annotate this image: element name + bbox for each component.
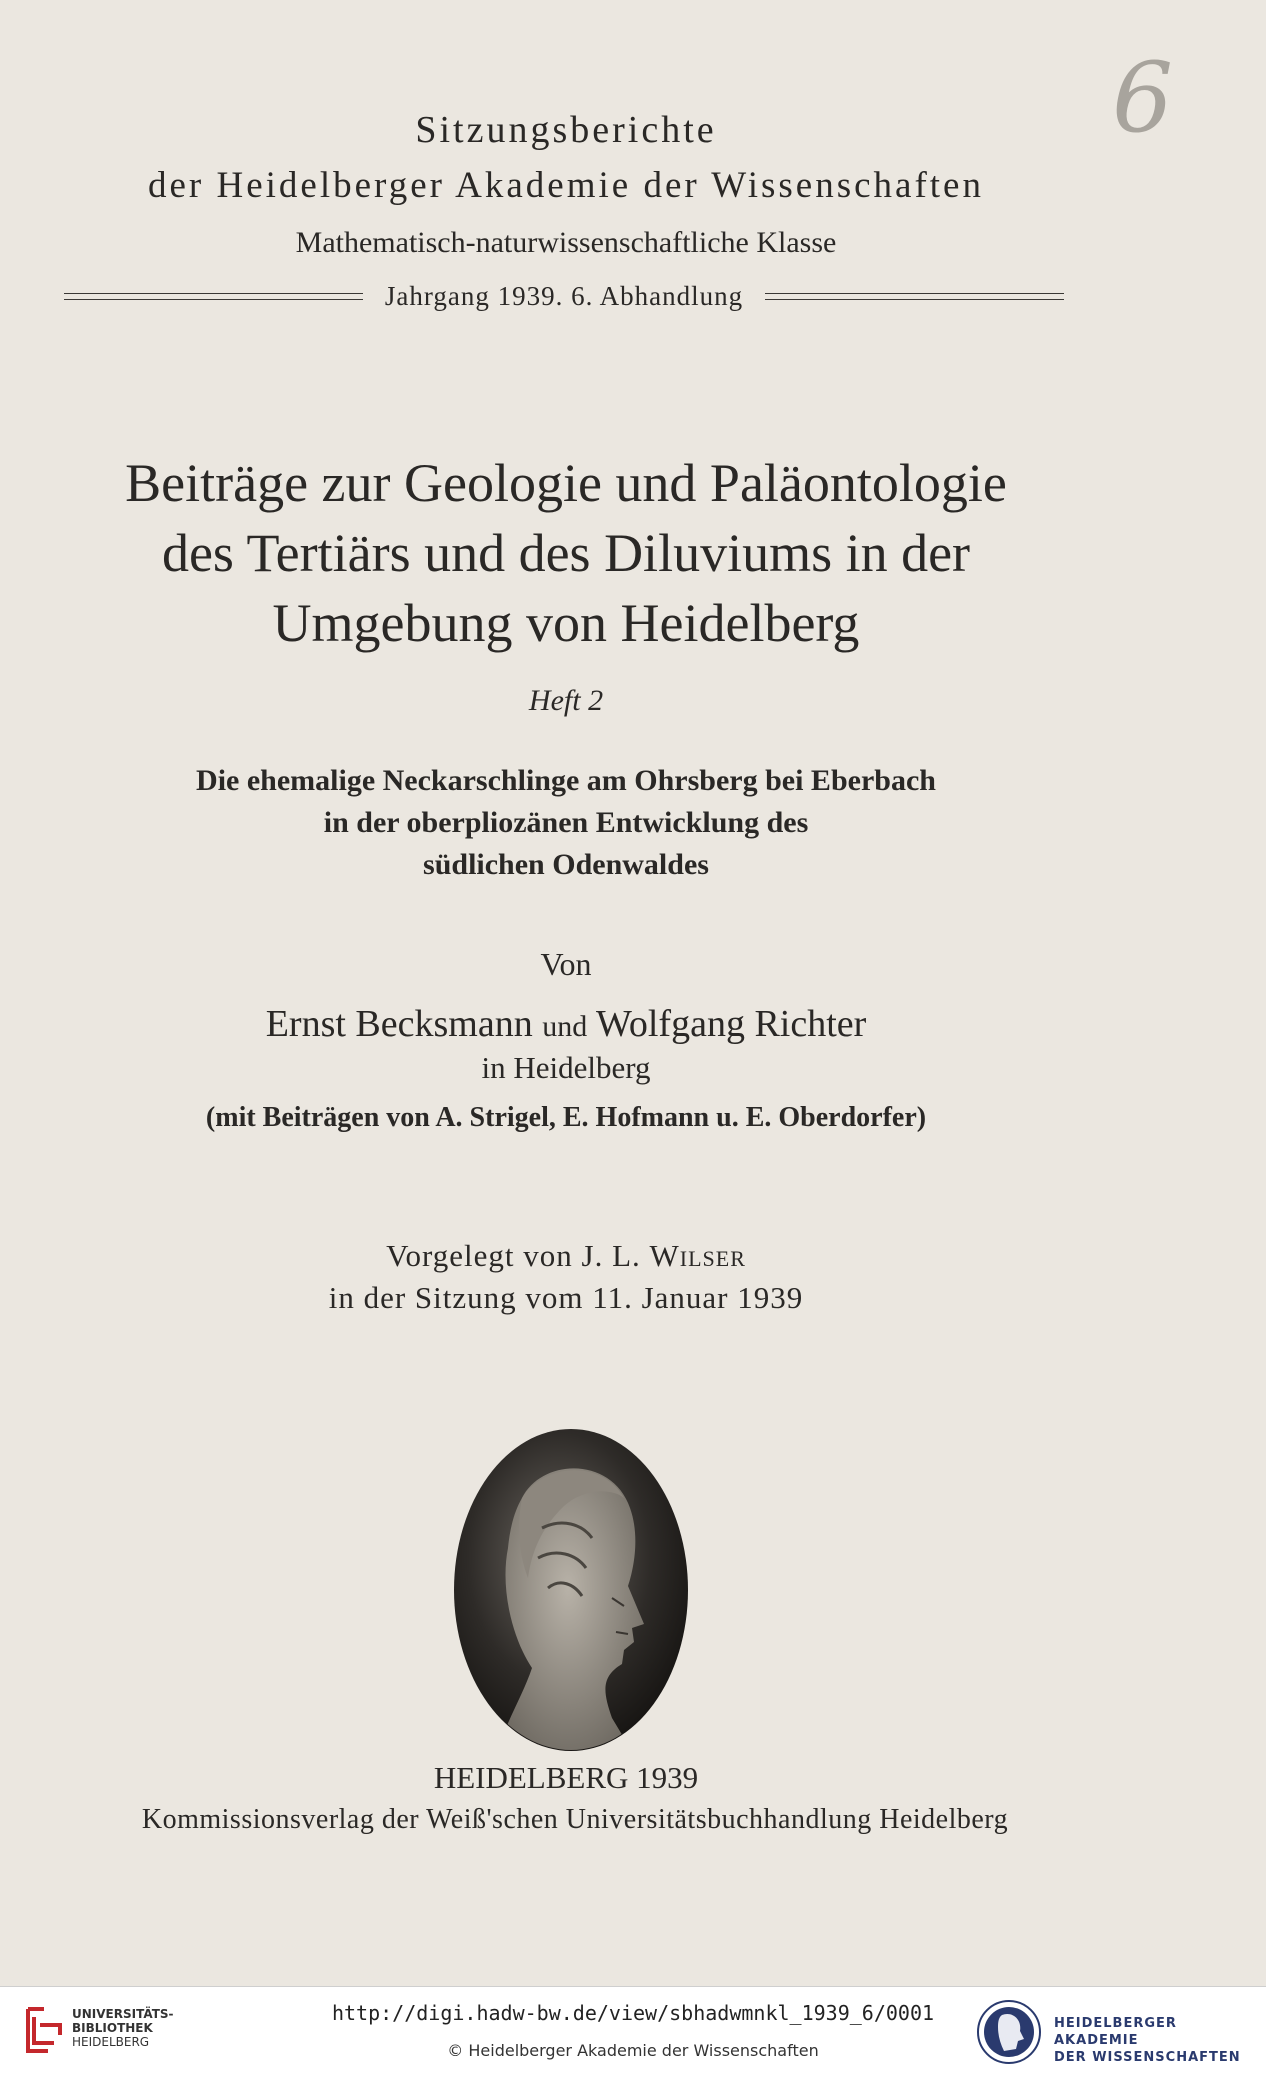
imprint-publisher: Kommissionsverlag der Weiß'schen Universitätsbuchhandlung Heidelberg: [141, 1804, 1009, 1835]
author-line: [0, 1002, 1132, 1046]
academy-seal-icon: [976, 1999, 1042, 2065]
main-title-line-3: Umgebung von Heidelberg: [272, 593, 860, 653]
academy-medallion-image: [452, 1428, 690, 1752]
presenter-name: Wilser: [649, 1238, 746, 1273]
library-line-2: BIBLIOTHEK: [72, 2021, 153, 2035]
volume-rule-row: [64, 276, 1064, 316]
academy-line-1: HEIDELBERGER AKADEMIE: [1054, 2016, 1177, 2048]
academy-line-2: DER WISSENSCHAFTEN: [1054, 2050, 1241, 2065]
presented-by: [0, 1238, 1132, 1274]
main-title-line-2: des Tertiärs und des Diluviums in der: [161, 523, 971, 583]
permalink-url[interactable]: http://digi.hadw-bw.de/view/sbhadwmnkl_1939_6/0001: [331, 2001, 935, 2025]
main-title-line-1: Beiträge zur Geologie und Paläontologie: [125, 453, 1007, 513]
issue-label: Heft 2: [528, 684, 604, 717]
class-name: Mathematisch-naturwissenschaftliche Klasse: [295, 226, 837, 259]
subtitle-line-2: in der oberpliozänen Entwicklung des: [323, 806, 809, 839]
copyright-notice: © Heidelberger Akademie der Wissenschaften: [447, 2041, 819, 2060]
double-rule-left: [64, 293, 363, 300]
presented-prefix: Vorgelegt von J. L.: [386, 1238, 641, 1273]
academy-footer-name: [1054, 2015, 1266, 2066]
pencil-page-mark: 6: [1112, 42, 1174, 154]
author-1: Ernst Becksmann: [265, 1003, 533, 1045]
author-location: in Heidelberg: [481, 1050, 651, 1085]
session-date: in der Sitzung vom 11. Januar 1939: [328, 1280, 804, 1315]
contributors: (mit Beiträgen von A. Strigel, E. Hofmann u. E. Oberdorfer): [205, 1102, 927, 1133]
volume-label: Jahrgang 1939. 6. Abhandlung: [384, 280, 744, 311]
subtitle-line-1: Die ehemalige Neckarschlinge am Ohrsberg bei Eberbach: [196, 764, 936, 797]
subtitle-line-3: südlichen Odenwaldes: [423, 848, 709, 881]
double-rule-right: [765, 293, 1064, 300]
author-conjunction: und: [542, 1010, 588, 1043]
von-label: Von: [540, 946, 592, 982]
series-title: Sitzungsberichte: [415, 109, 717, 151]
library-line-1: UNIVERSITÄTS-: [72, 2007, 174, 2021]
viewer-footer: [0, 1986, 1266, 2079]
library-line-3: HEIDELBERG: [72, 2035, 150, 2049]
imprint-place-year: HEIDELBERG 1939: [433, 1760, 699, 1795]
author-2: Wolfgang Richter: [596, 1003, 867, 1045]
academy-name: der Heidelberger Akademie der Wissenschaften: [148, 165, 984, 206]
